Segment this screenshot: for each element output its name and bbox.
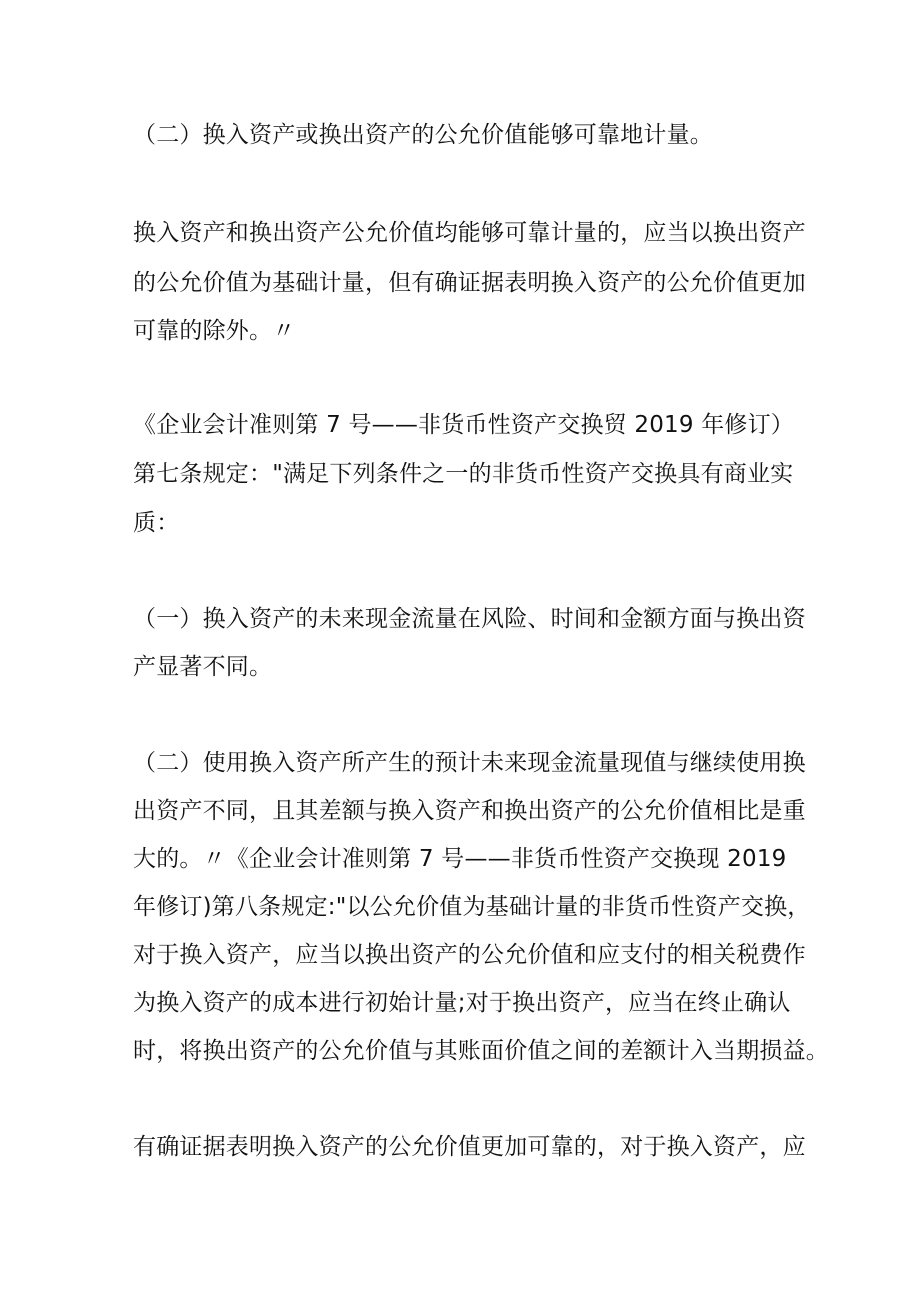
paragraph-line: 有确证据表明换入资产的公允价值更加可靠的，对于换入资产，应 xyxy=(133,1134,806,1160)
paragraph-line: 年修订)第八条规定:"以公允价值为基础计量的非货币性资产交换， xyxy=(133,894,811,920)
paragraph-line: 产显著不同。 xyxy=(133,654,273,680)
paragraph-line: 出资产不同，且其差额与换入资产和换出资产的公允价值相比是重 xyxy=(133,798,806,824)
paragraph-line: 质： xyxy=(133,510,180,536)
paragraph-line: 对于换入资产，应当以换出资产的公允价值和应支付的相关税费作 xyxy=(133,942,806,968)
paragraph-line: 的公允价值为基础计量，但有确证据表明换入资产的公允价值更加 xyxy=(133,270,806,296)
paragraph-line: 《企业会计准则第 7 号——非货币性资产交换贸 2019 年修订） xyxy=(133,412,795,438)
paragraph-line: （二）使用换入资产所产生的预计未来现金流量现值与继续使用换 xyxy=(133,750,806,776)
paragraph-line: 时，将换出资产的公允价值与其账面价值之间的差额计入当期损益。 xyxy=(133,1038,829,1064)
paragraph-line: 可靠的除外。〃 xyxy=(133,318,296,344)
paragraph-line: （一）换入资产的未来现金流量在风险、时间和金额方面与换出资 xyxy=(133,606,806,632)
paragraph-line: 大的。〃《企业会计准则第 7 号——非货币性资产交换现 2019 xyxy=(133,846,787,872)
paragraph-line: 第七条规定："满足下列条件之一的非货币性资产交换具有商业实 xyxy=(133,461,794,487)
paragraph-line: 为换入资产的成本进行初始计量;对于换出资产，应当在终止确认 xyxy=(133,990,791,1016)
paragraph-line: （二）换入资产或换出资产的公允价值能够可靠地计量。 xyxy=(133,122,713,148)
paragraph-line: 换入资产和换出资产公允价值均能够可靠计量的，应当以换出资产 xyxy=(133,220,806,246)
